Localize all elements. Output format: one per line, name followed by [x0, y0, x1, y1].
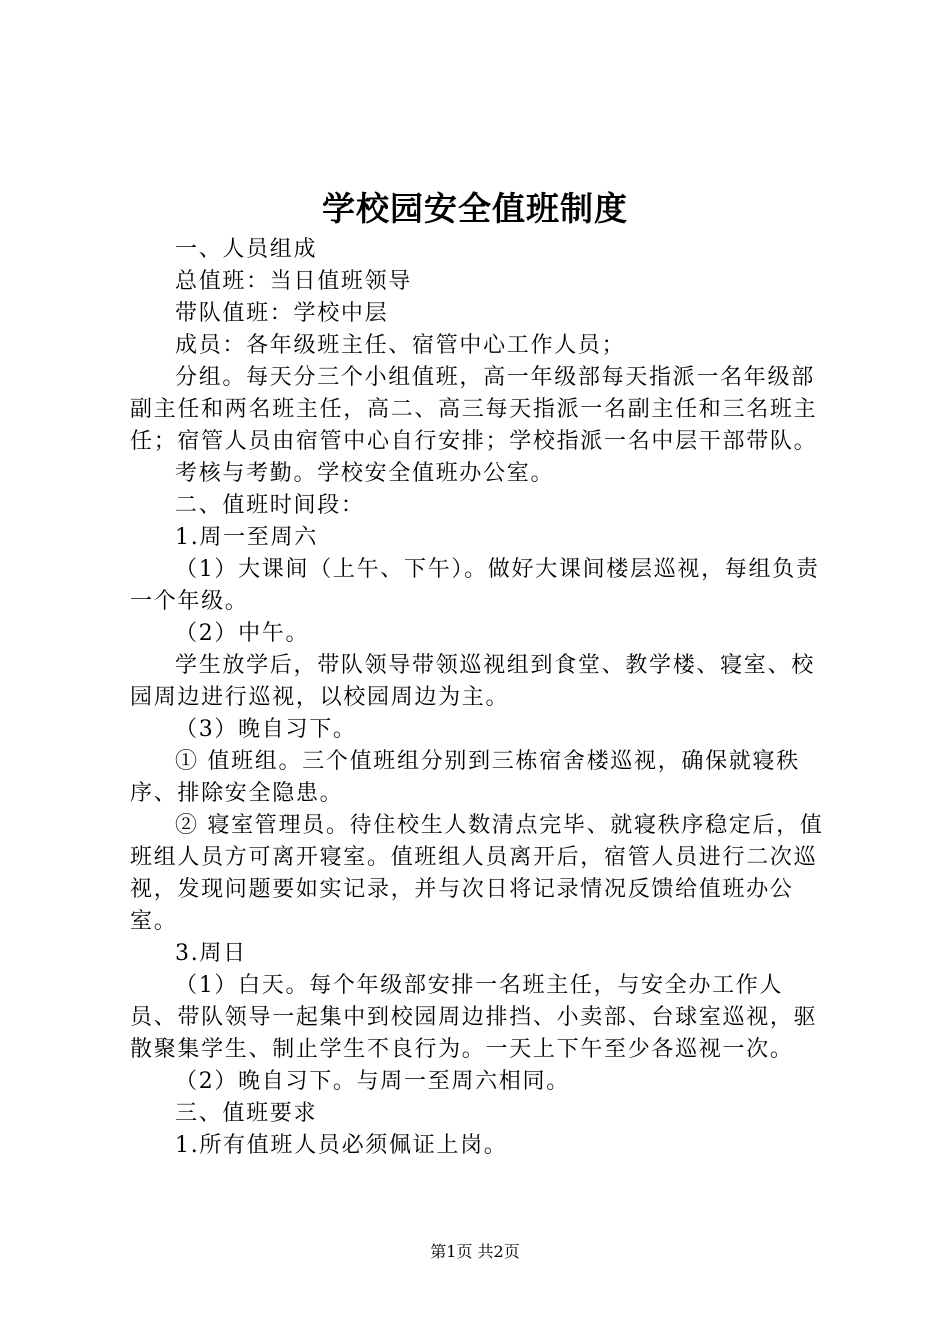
paragraph: ② 寝室管理员。待住校生人数清点完毕、就寝秩序稳定后，值班组人员方可离开寝室。值班组人员离开后，宿管人员进行二次巡视，发现问题要如实记录，并与次日将记录情况反馈给值班办公室。 [130, 813, 824, 934]
paragraph: （3）晚自习下。 [175, 717, 357, 742]
paragraph: （1）白天。每个年级部安排一名班主任，与安全办工作人员、带队领导一起集中到校园周边排挡、小卖部、台球室巡视，驱散聚集学生、制止学生不良行为。一天上下午至少各巡视一次。 [130, 973, 818, 1062]
paragraph: ① 值班组。三个值班组分别到三栋宿舍楼巡视，确保就寝秩序、排除安全隐患。 [130, 749, 800, 806]
section-heading: 三、值班要求 [175, 1101, 318, 1126]
paragraph: 带队值班：学校中层 [175, 301, 389, 326]
paragraph: （2）中午。 [175, 621, 310, 646]
section-heading: 一、人员组成 [175, 237, 318, 262]
section-heading: 二、值班时间段： [175, 493, 365, 518]
paragraph: 考核与考勤。学校安全值班办公室。 [175, 461, 555, 486]
subsection-heading: 1.周一至周六 [175, 525, 318, 550]
document-title: 学校园安全值班制度 [322, 189, 628, 228]
paragraph: 1.所有值班人员必须佩证上岗。 [175, 1133, 508, 1158]
paragraph: 学生放学后，带队领导带领巡视组到食堂、教学楼、寝室、校园周边进行巡视，以校园周边为主。 [130, 653, 815, 710]
paragraph: （2）晚自习下。与周一至周六相同。 [175, 1069, 570, 1094]
paragraph: （1）大课间（上午、下午）。做好大课间楼层巡视，每组负责一个年级。 [130, 557, 820, 614]
paragraph: 成员：各年级班主任、宿管中心工作人员； [175, 333, 626, 358]
subsection-heading: 3.周日 [175, 941, 247, 966]
document-body [130, 234, 830, 1162]
paragraph: 分组。每天分三个小组值班，高一年级部每天指派一名年级部副主任和两名班主任，高二、高三每天指派一名副主任和三名班主任；宿管人员由宿管中心自行安排；学校指派一名中层干部带队。 [130, 365, 818, 454]
paragraph: 总值班：当日值班领导 [175, 269, 413, 294]
page-footer: 第1页 共2页 [430, 1242, 520, 1261]
